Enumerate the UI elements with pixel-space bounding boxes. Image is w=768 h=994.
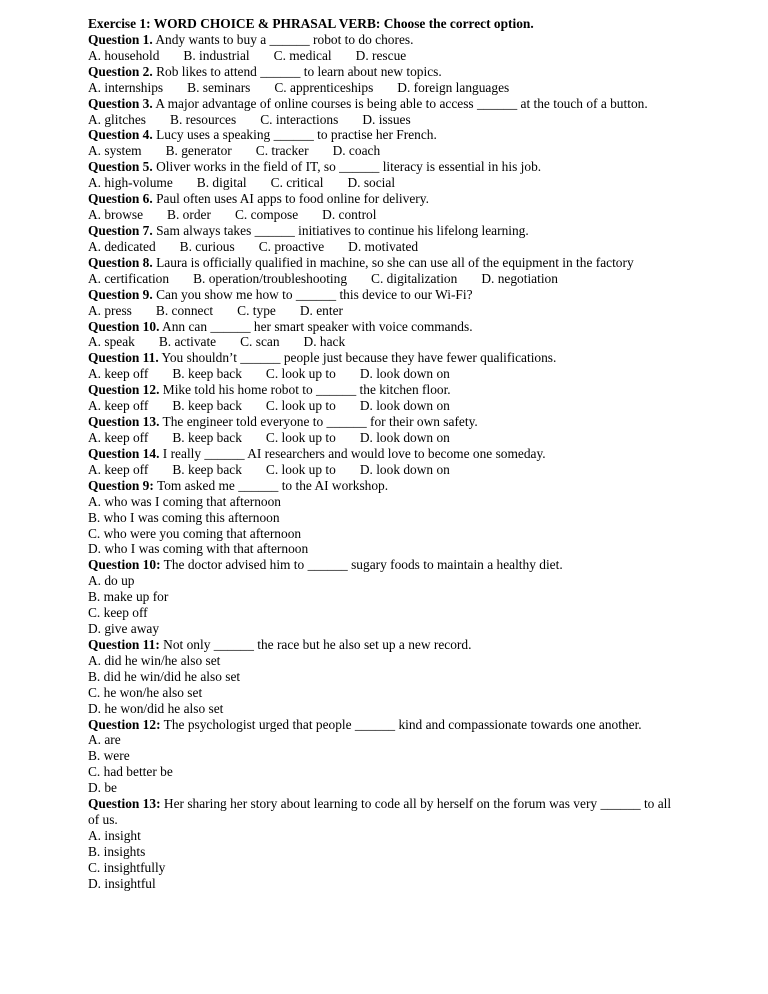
answer-option[interactable]: C. insightfully [88,859,166,875]
answer-option[interactable]: A. are [88,732,121,748]
question-stem [88,796,680,828]
answer-option[interactable]: C. look up to [265,366,336,382]
question-item [88,637,680,717]
question-item [88,287,680,319]
question-stem [88,478,680,494]
answer-option[interactable]: D. look down on [359,461,450,477]
question-stem [88,637,680,653]
question-text: Paul often uses AI apps to food online for delivery. [152,191,429,207]
answer-option[interactable]: C. scan [240,334,280,350]
answer-options [88,80,680,96]
question-text: Not only ______ the race but he also set up a new record. [159,636,472,652]
answer-option[interactable]: A. high-volume [88,175,173,191]
question-item [88,96,680,128]
question-item [88,717,680,797]
question-stem [88,32,680,48]
answer-option[interactable]: D. coach [332,143,381,159]
answer-option[interactable]: D. look down on [359,429,450,445]
question-stem [88,287,680,303]
question-stem [88,159,680,175]
answer-option[interactable]: B. did he win/did he also set [88,668,241,684]
question-text: Andy wants to buy a ______ robot to do chores. [152,31,414,47]
question-text: Ann can ______ her smart speaker with voice commands. [159,318,473,334]
question-text: The doctor advised him to ______ sugary foods to maintain a healthy diet. [160,557,563,573]
question-item [88,446,680,478]
question-label: Question 5. [88,159,153,175]
question-stem [88,96,680,112]
exercise-document [88,16,680,892]
answer-option[interactable]: D. negotiation [481,270,558,286]
question-label: Question 2. [88,63,153,79]
answer-option[interactable]: D. issues [362,111,411,127]
answer-option[interactable]: B. operation/troubleshooting [193,270,348,286]
answer-option[interactable]: B. industrial [183,47,250,63]
question-label: Question 13: [88,796,161,812]
question-label: Question 11: [88,636,160,652]
answer-option[interactable]: C. interactions [260,111,339,127]
answer-options [88,398,680,414]
answer-option[interactable]: D. look down on [359,366,450,382]
answer-option[interactable]: B. generator [165,143,232,159]
question-stem [88,223,680,239]
question-label: Question 13. [88,414,160,430]
answer-option[interactable]: C. compose [234,207,299,223]
answer-option[interactable]: D. insightful [88,875,156,891]
answer-option[interactable]: C. proactive [258,238,325,254]
answer-option[interactable]: B. activate [158,334,217,350]
answer-options [88,462,680,478]
answer-option[interactable]: A. press [88,302,132,318]
answer-option[interactable]: B. keep back [172,461,242,477]
answer-options [88,366,680,382]
answer-option[interactable]: C. who were you coming that afternoon [88,525,302,541]
question-text: Oliver works in the field of IT, so ______ literacy is essential in his job. [152,159,542,175]
question-item [88,557,680,637]
question-label: Question 12. [88,382,160,398]
question-stem [88,350,680,366]
answer-option[interactable]: B. connect [155,302,214,318]
answer-options [88,303,680,319]
answer-option[interactable]: D. foreign languages [397,79,510,95]
question-label: Question 1. [88,31,153,47]
question-label: Question 9: [88,477,154,493]
question-text: Lucy uses a speaking ______ to practise her French. [152,127,437,143]
answer-option[interactable]: D. look down on [359,398,450,414]
answer-option[interactable]: D. who I was coming with that afternoon [88,541,309,557]
answer-option[interactable]: A. keep off [88,429,149,445]
answer-option[interactable]: C. tracker [255,143,309,159]
question-stem [88,717,680,733]
exercise-heading [88,16,680,32]
answer-option[interactable]: D. control [322,207,377,223]
answer-option[interactable]: C. apprenticeships [274,79,374,95]
question-text: Mike told his home robot to ______ the kitchen floor. [159,382,451,398]
answer-option[interactable]: A. keep off [88,461,149,477]
answer-option[interactable]: A. certification [88,270,170,286]
question-text: The psychologist urged that people ______ kind and compassionate towards one another. [160,716,642,732]
answer-option[interactable]: A. dedicated [88,238,156,254]
answer-option[interactable]: C. type [237,302,276,318]
question-stem [88,557,680,573]
question-text: Laura is officially qualified in machine, so she can use all of the equipment in the factory [152,254,634,270]
answer-option[interactable]: B. insights [88,843,146,859]
question-label: Question 10. [88,318,160,334]
answer-option[interactable]: D. enter [299,302,343,318]
answer-option[interactable]: B. were [88,748,130,764]
answer-option[interactable]: A. did he win/he also set [88,652,221,668]
question-stem [88,64,680,80]
answer-option[interactable]: C. keep off [88,605,148,621]
answer-option[interactable]: B. order [167,207,211,223]
answer-option[interactable]: D. rescue [355,47,407,63]
answer-option[interactable]: C. look up to [265,461,336,477]
question-text: The engineer told everyone to ______ for their own safety. [159,414,478,430]
question-text: A major advantage of online courses is being able to access ______ at the touch of a button. [152,95,648,111]
answer-option[interactable]: A. glitches [88,111,147,127]
question-text: Her sharing her story about learning to code all by herself on the forum was very ______ to all of us. [88,796,672,828]
answer-option[interactable]: B. keep back [172,398,242,414]
answer-option[interactable]: A. keep off [88,366,149,382]
question-stem [88,414,680,430]
question-stem [88,191,680,207]
question-label: Question 14. [88,445,160,461]
answer-option[interactable]: D. motivated [348,238,419,254]
question-item [88,350,680,382]
question-item [88,32,680,64]
question-item [88,159,680,191]
answer-option[interactable]: A. system [88,143,142,159]
question-text: Rob likes to attend ______ to learn about new topics. [152,63,442,79]
question-text: I really ______ AI researchers and would love to become one someday. [159,445,546,461]
question-label: Question 9. [88,286,153,302]
question-stem [88,127,680,143]
answer-options [88,271,680,287]
answer-options [88,143,680,159]
answer-option[interactable]: D. be [88,780,118,796]
answer-options [88,112,680,128]
answer-options [88,175,680,191]
question-text: Tom asked me ______ to the AI workshop. [153,477,389,493]
answer-option[interactable]: C. had better be [88,764,173,780]
question-text: You shouldn’t ______ people just because they have fewer qualifications. [158,350,557,366]
question-stem [88,319,680,335]
answer-option[interactable]: B. seminars [187,79,251,95]
answer-options [88,239,680,255]
question-item [88,127,680,159]
question-stem [88,382,680,398]
exercise-heading-text: Exercise 1: WORD CHOICE & PHRASAL VERB: Choose the correct option. [88,16,534,31]
question-item [88,255,680,287]
answer-option[interactable]: B. who I was coming this afternoon [88,509,280,525]
answer-option[interactable]: C. he won/he also set [88,684,203,700]
question-text: Sam always takes ______ initiatives to continue his lifelong learning. [152,222,529,238]
question-label: Question 6. [88,191,153,207]
answer-option[interactable]: C. look up to [265,398,336,414]
question-label: Question 10: [88,557,161,573]
answer-options [88,334,680,350]
answer-option[interactable]: D. he won/did he also set [88,700,224,716]
answer-options [88,430,680,446]
question-item [88,319,680,351]
answer-option[interactable]: A. do up [88,573,135,589]
question-label: Question 4. [88,127,153,143]
answer-option[interactable]: B. keep back [172,429,242,445]
question-label: Question 7. [88,222,153,238]
answer-option[interactable]: D. give away [88,621,160,637]
question-stem [88,255,680,271]
answer-option[interactable]: C. digitalization [371,270,458,286]
question-label: Question 8. [88,254,153,270]
answer-option[interactable]: A. insight [88,828,141,844]
question-item [88,414,680,446]
answer-option[interactable]: A. who was I coming that afternoon [88,493,282,509]
question-label: Question 11. [88,350,159,366]
question-item [88,64,680,96]
answer-option[interactable]: D. hack [303,334,346,350]
answer-option[interactable]: A. speak [88,334,135,350]
answer-option[interactable]: B. make up for [88,589,169,605]
answer-option[interactable]: C. medical [273,47,332,63]
answer-options [88,48,680,64]
answer-options [88,207,680,223]
question-item [88,191,680,223]
question-list [88,32,680,892]
question-item [88,223,680,255]
question-stem [88,446,680,462]
question-item [88,478,680,558]
answer-option[interactable]: D. social [347,175,396,191]
question-item [88,796,680,892]
answer-option[interactable]: A. internships [88,79,164,95]
answer-option[interactable]: A. browse [88,207,144,223]
question-item [88,382,680,414]
question-label: Question 12: [88,716,161,732]
answer-option[interactable]: C. look up to [265,429,336,445]
answer-option[interactable]: B. digital [196,175,247,191]
question-label: Question 3. [88,95,153,111]
answer-option[interactable]: A. household [88,47,160,63]
answer-option[interactable]: B. resources [170,111,237,127]
answer-option[interactable]: A. keep off [88,398,149,414]
answer-option[interactable]: B. curious [179,238,235,254]
answer-option[interactable]: B. keep back [172,366,242,382]
answer-option[interactable]: C. critical [270,175,324,191]
question-text: Can you show me how to ______ this device to our Wi-Fi? [152,286,473,302]
